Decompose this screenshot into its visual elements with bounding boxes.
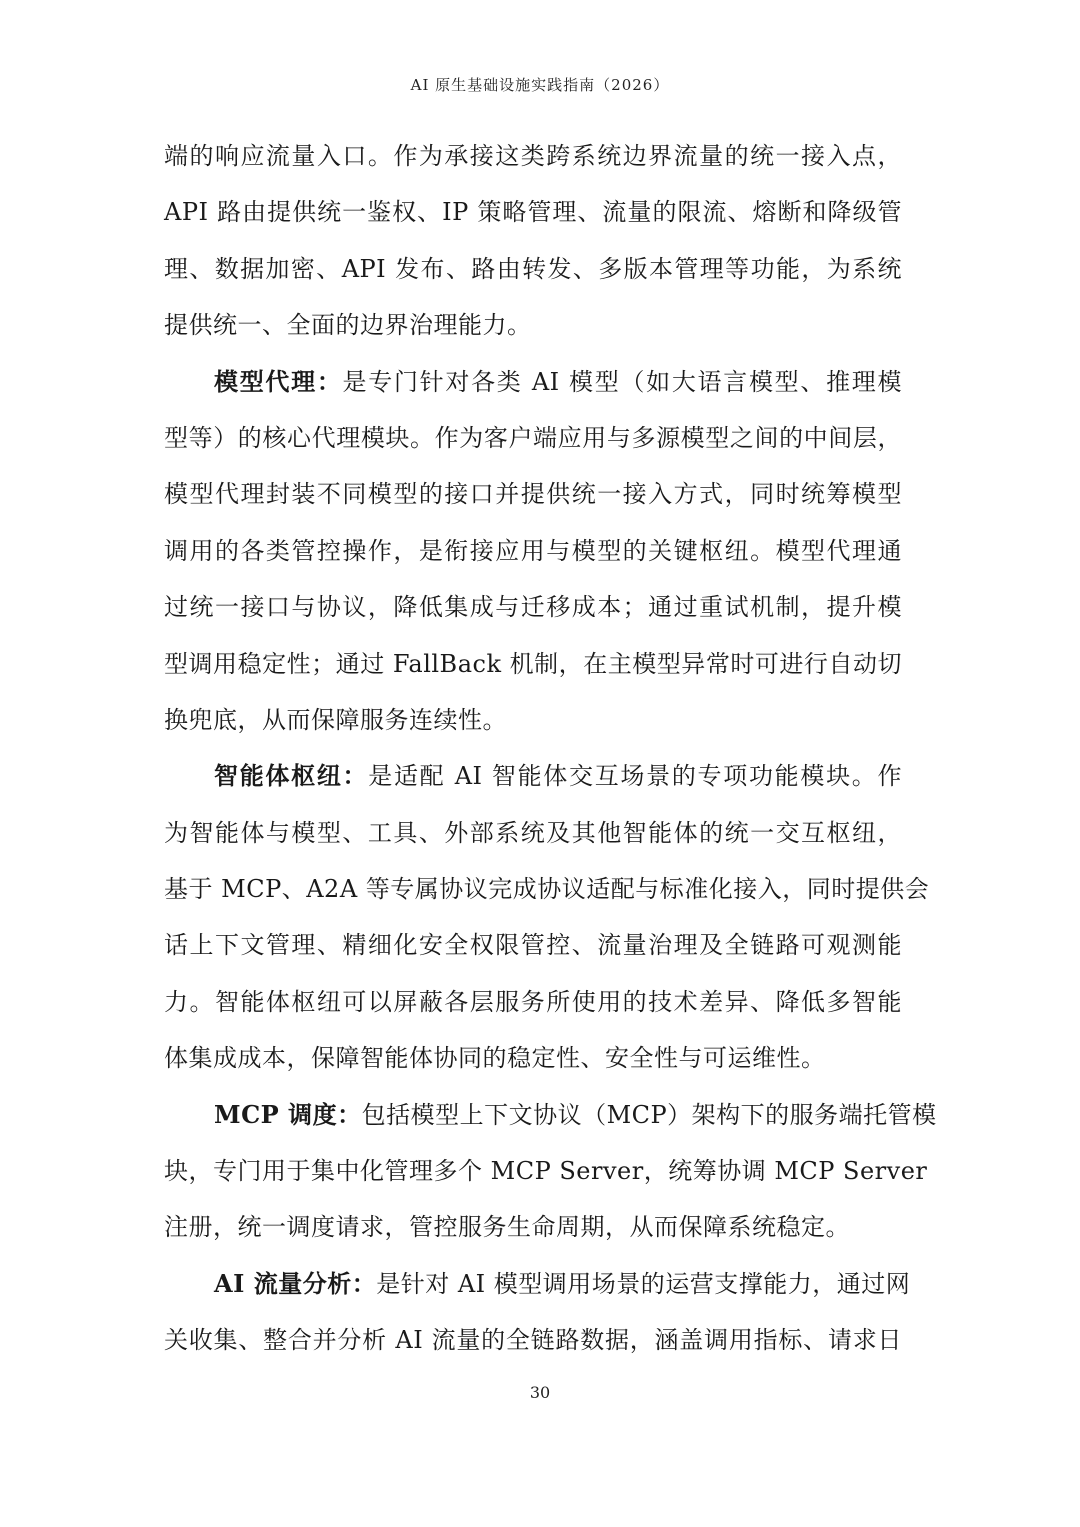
text-line: 端的响应流量入口。作为承接这类跨系统边界流量的统一接入点， (164, 142, 902, 170)
text-line: 理、数据加密、API 发布、路由转发、多版本管理等功能，为系统 (164, 254, 902, 283)
term-label: MCP 调度： (214, 1099, 362, 1129)
term-description: 是适配 AI 智能体交互场景的专项功能模块。作 (368, 762, 903, 791)
text-line: 注册，统一调度请求，管控服务生命周期，从而保障系统稳定。 (164, 1213, 850, 1242)
text-line: API 路由提供统一鉴权、IP 策略管理、流量的限流、熔断和降级管 (164, 198, 902, 227)
text-line (164, 1256, 911, 1312)
text-line: 模型代理封装不同模型的接口并提供统一接入方式，同时统筹模型 (164, 480, 902, 509)
term-description: 是专门针对各类 AI 模型（如大语言模型、推理模 (342, 367, 902, 396)
text-line: 过统一接口与协议，降低集成与迁移成本；通过重试机制，提升模 (164, 593, 902, 622)
text-line: 体集成成本，保障智能体协同的稳定性、安全性与可运维性。 (164, 1044, 826, 1073)
text-line: 基于 MCP、A2A 等专属协议完成协议适配与标准化接入，同时提供会 (164, 875, 930, 904)
term-label: 模型代理： (214, 366, 343, 396)
text-line: 为智能体与模型、工具、外部系统及其他智能体的统一交互枢纽， (164, 818, 902, 847)
text-line: 力。智能体枢纽可以屏蔽各层服务所使用的技术差异、降低多智能 (164, 987, 902, 1016)
paragraph-model-proxy (164, 354, 902, 749)
text-line: 型调用稳定性；通过 FallBack 机制，在主模型异常时可进行自动切 (164, 649, 902, 678)
paragraph-agent-hub (164, 748, 930, 1086)
text-line: 调用的各类管控操作，是衔接应用与模型的关键枢纽。模型代理通 (164, 536, 902, 565)
text-line: 关收集、整合并分析 AI 流量的全链路数据，涵盖调用指标、请求日 (164, 1326, 902, 1355)
text-line (164, 748, 902, 804)
term-label: 智能体枢纽： (214, 761, 369, 791)
text-line: 块，专门用于集中化管理多个 MCP Server，统筹协调 MCP Server (164, 1157, 928, 1186)
term-label: AI 流量分析： (214, 1268, 377, 1298)
body-text (164, 128, 937, 1369)
term-description: 是针对 AI 模型调用场景的运营支撑能力，通过网 (376, 1269, 911, 1298)
paragraph-mcp-scheduling (164, 1087, 937, 1256)
text-line: 话上下文管理、精细化安全权限管控、流量治理及全链路可观测能 (164, 931, 902, 960)
term-description: 包括模型上下文协议（MCP）架构下的服务端托管模 (361, 1100, 937, 1129)
text-line: 型等）的核心代理模块。作为客户端应用与多源模型之间的中间层， (164, 423, 902, 452)
text-line: 换兜底，从而保障服务连续性。 (164, 705, 507, 734)
running-header: AI 原生基础设施实践指南（2026） (410, 76, 670, 94)
page-number: 30 (529, 1383, 551, 1402)
text-line: 提供统一、全面的边界治理能力。 (164, 311, 532, 340)
paragraph-api-routing (164, 128, 902, 354)
text-line (164, 1087, 937, 1143)
text-line (164, 354, 902, 410)
paragraph-ai-traffic-analysis (164, 1256, 911, 1369)
